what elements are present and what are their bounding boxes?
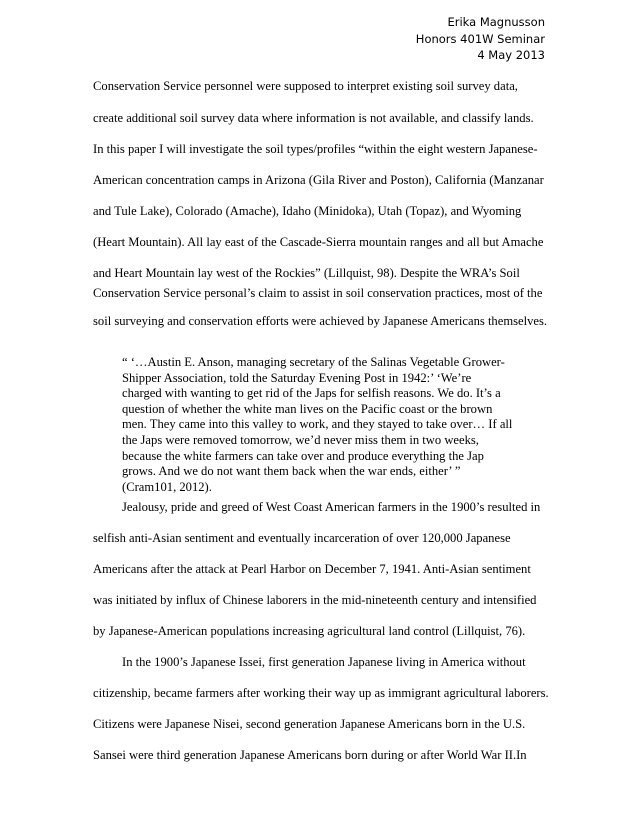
page-header <box>416 14 545 64</box>
text-line: and Heart Mountain lay west of the Rockies” (Lillquist, 98). Despite the WRA’s Soil <box>93 266 520 280</box>
text-line: Americans after the attack at Pearl Harbor on December 7, 1941. Anti-Asian sentiment <box>93 562 531 576</box>
quote-line: men. They came into this valley to work, and they stayed to take over… If all <box>122 417 513 432</box>
text-line: In the 1900’s Japanese Issei, first generation Japanese living in America without <box>122 655 526 669</box>
quote-line: grows. And we do not want them back when the war ends, either’ ” <box>122 464 461 479</box>
text-line: Sansei were third generation Japanese Americans born during or after World War II.In <box>93 748 527 762</box>
quote-line: Shipper Association, told the Saturday Evening Post in 1942:’ ‘We’re <box>122 370 472 385</box>
quote-citation: (Cram101, 2012). <box>122 479 212 494</box>
text-line: American concentration camps in Arizona (Gila River and Poston), California (Manzanar <box>93 173 544 187</box>
course-name: Honors 401W Seminar <box>415 31 545 46</box>
author-name: Erika Magnusson <box>447 15 545 29</box>
text-line: (Heart Mountain). All lay east of the Cascade-Sierra mountain ranges and all but Amache <box>93 235 544 249</box>
text-line: create additional soil survey data where information is not available, and classify lands. <box>93 111 534 125</box>
text-line: In this paper I will investigate the soil types/profiles “within the eight western Japanese- <box>93 142 538 156</box>
quote-line: because the white farmers can take over and produce everything the Jap <box>122 448 484 463</box>
text-line: and Tule Lake), Colorado (Amache), Idaho (Minidoka), Utah (Topaz), and Wyoming <box>93 204 522 218</box>
text-line: Conservation Service personal’s claim to assist in soil conservation practices, most of the <box>93 286 543 300</box>
text-line: was initiated by influx of Chinese laborers in the mid-nineteenth century and intensified <box>93 593 537 607</box>
document-date: 4 May 2013 <box>477 48 545 62</box>
text-line: Jealousy, pride and greed of West Coast American farmers in the 1900’s resulted in <box>122 500 541 514</box>
text-line: Citizens were Japanese Nisei, second generation Japanese Americans born in the U.S. <box>93 717 526 731</box>
block-quote <box>122 355 562 495</box>
quote-line: “ ‘…Austin E. Anson, managing secretary of the Salinas Vegetable Grower- <box>122 355 505 369</box>
quote-line: charged with wanting to get rid of the Japs for selfish reasons. We do. It’s a <box>122 386 501 401</box>
text-line: citizenship, became farmers after working their way up as immigrant agricultural laborers. <box>93 686 549 700</box>
quote-line: the Japs were removed tomorrow, we’d never miss them in two weeks, <box>122 432 479 447</box>
text-line: selfish anti-Asian sentiment and eventually incarceration of over 120,000 Japanese <box>93 531 511 545</box>
quote-line: question of whether the white man lives on the Pacific coast or the brown <box>122 401 493 416</box>
text-line: Conservation Service personnel were supposed to interpret existing soil survey data, <box>93 79 518 93</box>
text-line: soil surveying and conservation efforts were achieved by Japanese Americans themselves. <box>93 314 548 328</box>
text-line: by Japanese-American populations increasing agricultural land control (Lillquist, 76). <box>93 624 526 638</box>
